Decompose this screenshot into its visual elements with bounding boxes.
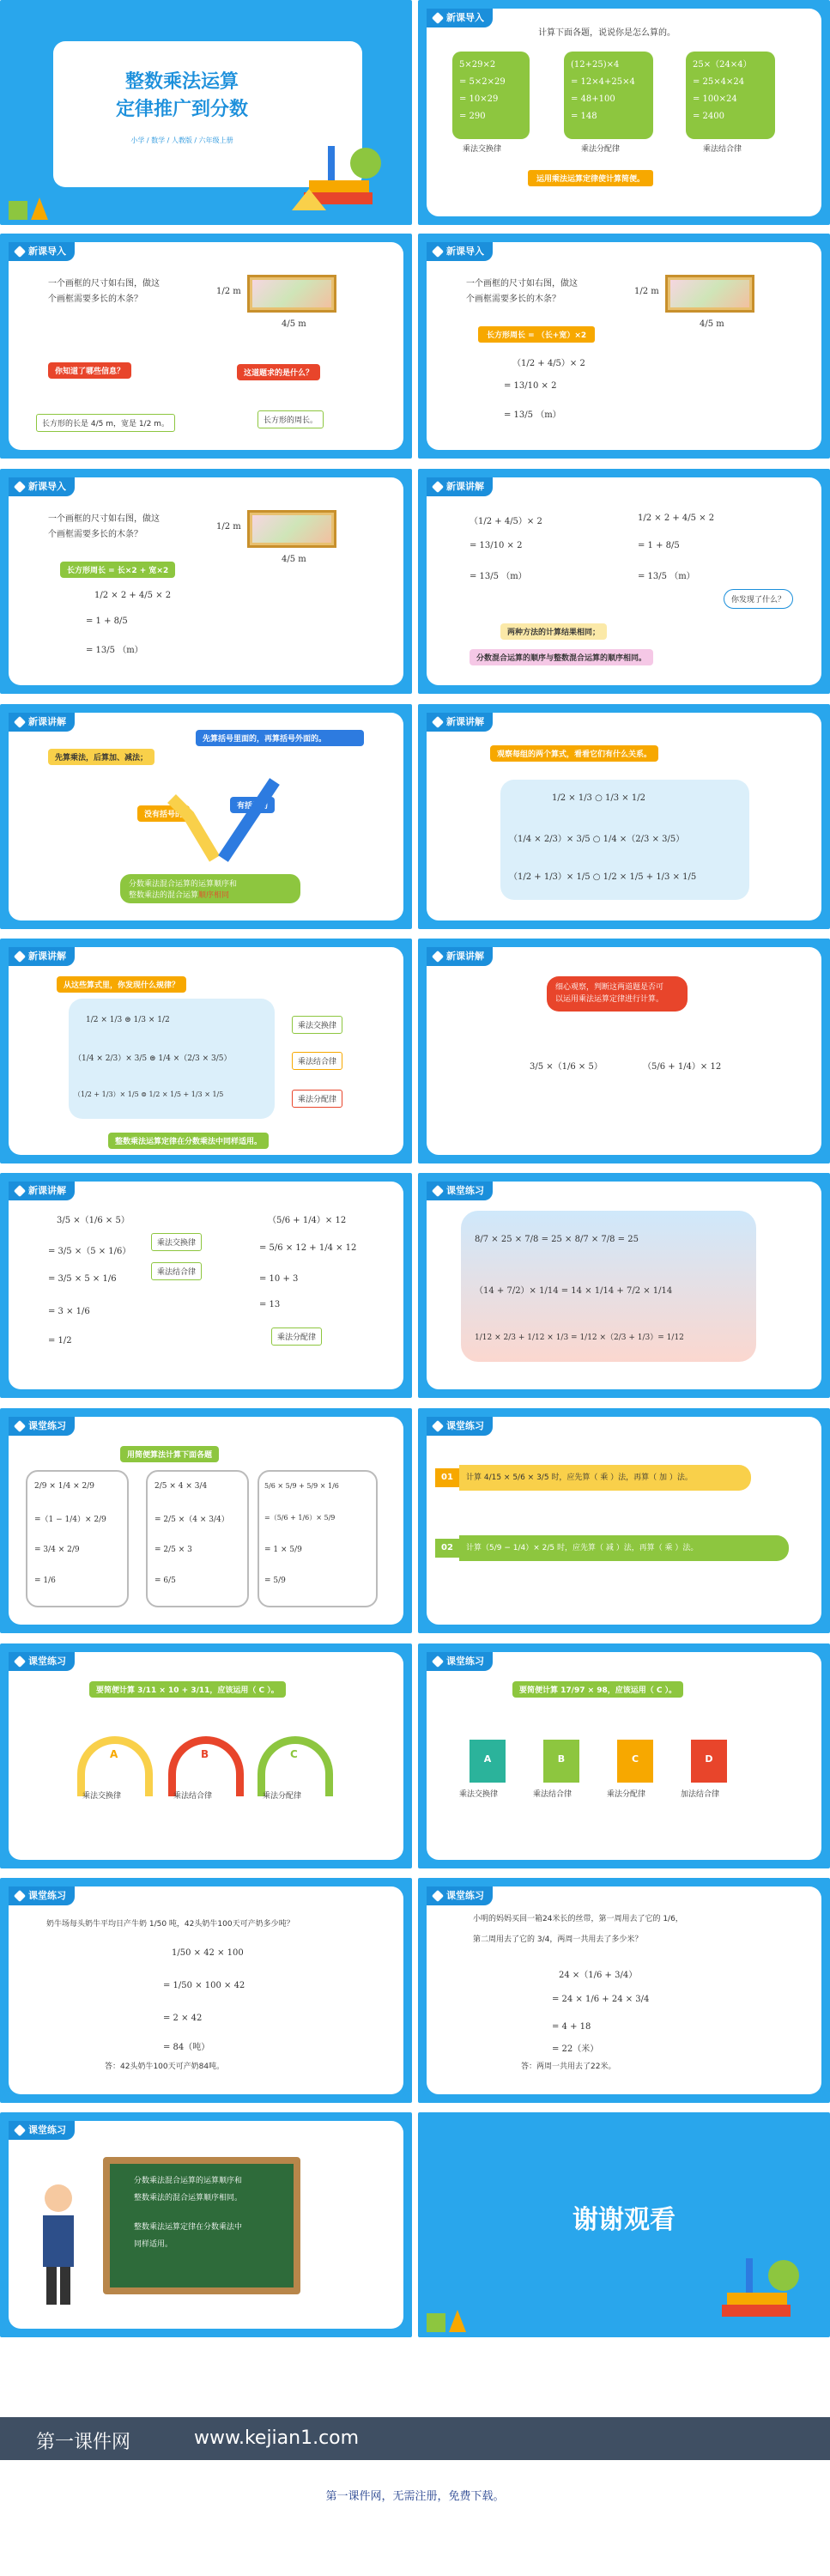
picture-frame [247, 275, 336, 313]
section-tag: 新课导入 [427, 9, 493, 27]
card-3-line-3: = 1 × 5/9 [264, 1546, 302, 1554]
question-1: 计算 4/15 × 5/6 × 3/5 时，应先算（ 乘 ）法，再算（ 加 ）法。 [459, 1465, 751, 1491]
exercise-2: （14 + 7/2）× 1/14 = 14 × 1/14 + 7/2 × 1/14 [475, 1286, 673, 1296]
board-text-2: 整数乘法的混合运算顺序相同。 [134, 2194, 243, 2202]
option-b[interactable]: B [543, 1740, 579, 1783]
badge-01: 01 [435, 1468, 459, 1487]
question-line-1: 一个画框的尺寸如右图，做这 [48, 514, 160, 524]
step-1: （1/2 + 4/5）× 2 [512, 359, 585, 368]
step-3: = 13/5 （m） [86, 646, 143, 655]
slide-ribbon-problem[interactable] [418, 1878, 830, 2103]
slide-simplify[interactable] [0, 1408, 412, 1633]
slide-panel [9, 477, 403, 685]
right-step-2: = 5/6 × 12 + 1/4 × 12 [259, 1243, 357, 1253]
question-pill-2: 这道题求的是什么？ [237, 364, 320, 380]
thanks-title: 谢谢观看 [573, 2205, 676, 2235]
problem-line-2: 第二周用去了它的 3/4，两周一共用去了多少米？ [473, 1935, 643, 1944]
question-pill: 要简便计算 3/11 × 10 + 3/11，应该运用（ C ）。 [89, 1681, 286, 1698]
option-c-label: 乘法分配律 [607, 1790, 646, 1799]
slide-compare-methods[interactable] [418, 469, 830, 694]
equation-2: （1/4 × 2/3）× 3/5 ○ 1/4 ×（2/3 × 3/5） [509, 835, 685, 844]
left-step-2: = 3/5 ×（5 × 1/6） [48, 1247, 131, 1256]
title-subtitle: 小学 / 数学 / 人教版 / 六年级上册 [130, 137, 233, 144]
expression-1: 3/5 ×（1/6 × 5） [530, 1062, 603, 1072]
note-1: 两种方法的计算结果相同； [500, 623, 607, 640]
question-pill-1: 你知道了哪些信息？ [48, 362, 131, 379]
slide-solutions[interactable] [0, 1173, 412, 1398]
section-tag: 新课讲解 [427, 477, 493, 496]
prompt-text: 计算下面各题，说说你是怎么算的。 [538, 28, 676, 38]
problem-line-1: 小明的妈妈买回一箱24米长的丝带，第一周用去了它的 1/6， [473, 1915, 683, 1923]
answer-box-1: 长方形的长是 4/5 m，宽是 1/2 m。 [36, 414, 175, 432]
section-tag: 课堂练习 [427, 1652, 493, 1671]
caption-1: 乘法交换律 [463, 145, 502, 154]
board-text-4: 同样适用。 [134, 2240, 173, 2249]
step-1: 1/2 × 2 + 4/5 × 2 [94, 591, 172, 600]
card-1-line-3: = 3/4 × 2/9 [34, 1546, 80, 1554]
board-text-1: 分数乘法混合运算的运算顺序和 [134, 2177, 243, 2185]
section-tag: 课堂练习 [9, 1652, 75, 1671]
caption-3: 乘法结合律 [703, 145, 742, 154]
equation-3: （1/2 + 1/3）× 1/5 ○ 1/2 × 1/5 + 1/3 × 1/5 [509, 872, 697, 882]
section-tag: 课堂练习 [9, 1886, 75, 1905]
exercise-1: 8/7 × 25 × 7/8 = 25 × 8/7 × 7/8 = 25 [475, 1235, 639, 1244]
section-tag: 新课导入 [9, 477, 75, 496]
card-1 [26, 1470, 129, 1607]
answer-text: 答：两周一共用去了22米。 [521, 2063, 616, 2071]
step-4: = 84（吨） [163, 2043, 210, 2052]
note-2: 分数混合运算的顺序与整数混合运算的顺序相同。 [470, 649, 653, 665]
step-3: = 2 × 42 [163, 2014, 203, 2023]
card-2-line-4: = 6/5 [154, 1577, 176, 1585]
option-b-label: 乘法结合律 [533, 1790, 573, 1799]
card-1-line-2: =（1 − 1/4）× 2/9 [34, 1516, 106, 1524]
option-c-label: 乘法分配律 [263, 1792, 302, 1801]
corner-blocks-icon [423, 2293, 466, 2334]
step-1: 24 ×（1/6 + 3/4） [559, 1971, 638, 1980]
footer-note: 第一课件网，无需注册，免费下载。 [325, 2490, 505, 2503]
option-d[interactable]: D [691, 1740, 727, 1783]
card-2-line-2: = 2/5 ×（4 × 3/4） [154, 1516, 229, 1524]
label-distributive: 乘法分配律 [271, 1327, 322, 1346]
slide-judge[interactable] [418, 939, 830, 1163]
rule-box-1: 先算乘法，后算加、减法； [48, 749, 154, 765]
prompt-pill: 从这些算式里，你发现什么规律？ [57, 976, 186, 993]
with-bracket-box: 有括号的 [230, 797, 275, 813]
card-2-line-3: = 2/5 × 3 [154, 1546, 192, 1554]
slide-order-fill[interactable] [418, 1408, 830, 1633]
slide-fill-boxes[interactable] [418, 1173, 830, 1398]
slide-intro-warmup[interactable] [418, 0, 830, 225]
law-arrow-2: 乘法结合律 [292, 1052, 342, 1070]
card-2 [146, 1470, 249, 1607]
instruction-bubble: 细心观察，判断这两道题是否可 以运用乘法运算定律进行计算。 [547, 976, 688, 1012]
equation-2: （1/4 × 2/3）× 3/5 ⊜ 1/4 ×（2/3 × 3/5） [74, 1054, 232, 1063]
slide-panel [427, 1417, 821, 1625]
step-2: = 13/10 × 2 [504, 381, 557, 391]
length-label: 4/5 m [282, 555, 306, 564]
board-text-3: 整数乘法运算定律在分数乘法中 [134, 2223, 243, 2232]
calc-card-3: 25×（24×4） = 25×4×24 = 100×24 = 2400 [686, 52, 775, 139]
slide-milk-problem[interactable] [0, 1878, 412, 2103]
section-tag: 课堂练习 [427, 1182, 493, 1200]
slide-panel [427, 242, 821, 450]
equation-1: 1/2 × 1/3 ⊜ 1/3 × 1/2 [86, 1016, 170, 1024]
right-step-3: = 10 + 3 [259, 1274, 299, 1284]
step-3: = 4 + 18 [552, 2022, 591, 2032]
conclusion-banner: 运用乘法运算定律使计算简便。 [528, 170, 653, 186]
question-line-1: 一个画框的尺寸如右图，做这 [48, 279, 160, 289]
slide-method-2[interactable] [0, 469, 412, 694]
left-step-1: 3/5 ×（1/6 × 5） [57, 1216, 130, 1225]
footer-banner [0, 2417, 830, 2460]
length-label: 4/5 m [700, 319, 724, 329]
label-associative: 乘法结合律 [151, 1262, 202, 1280]
answer-box-2: 长方形的周长。 [257, 410, 324, 428]
step-4: = 22（米） [552, 2044, 599, 2054]
section-tag: 课堂练习 [9, 2121, 75, 2140]
section-tag: 课堂练习 [9, 1417, 75, 1436]
right-step-1: （5/6 + 1/4）× 12 [268, 1216, 347, 1225]
question-line-1: 一个画框的尺寸如右图，做这 [466, 279, 578, 289]
left-step-4: = 3 × 1/6 [48, 1307, 90, 1316]
school-objects-illustration [701, 2241, 821, 2327]
right-step-3: = 13/5 （m） [638, 572, 695, 581]
slide-method-1[interactable] [418, 234, 830, 459]
left-step-3: = 3/5 × 5 × 1/6 [48, 1274, 117, 1284]
caption-2: 乘法分配律 [581, 145, 621, 154]
right-step-2: = 1 + 8/5 [638, 541, 680, 550]
option-b-label: 乘法结合律 [173, 1792, 213, 1801]
question-pill: 要简便计算 17/97 × 98，应该运用（ C ）。 [512, 1681, 683, 1698]
option-a-label: 乘法交换律 [459, 1790, 499, 1799]
title-line-2: 定律推广到分数 [115, 99, 248, 120]
question-line-2: 个画框需要多长的木条？ [48, 295, 142, 304]
option-c-letter: C [290, 1748, 298, 1760]
slide-pattern[interactable] [0, 939, 412, 1163]
section-tag: 新课讲解 [9, 1182, 75, 1200]
card-1-line-4: = 1/6 [34, 1577, 56, 1585]
speech-bubble: 你发现了什么？ [724, 589, 793, 609]
answer-text: 答：42头奶牛100天可产奶84吨。 [105, 2063, 225, 2071]
left-step-3: = 13/5 （m） [470, 572, 527, 581]
width-label: 1/2 m [216, 522, 241, 532]
length-label: 4/5 m [282, 319, 306, 329]
title-line-1: 整数乘法运算 [124, 71, 239, 93]
summary-box: 分数乘法混合运算的运算顺序和 整数乘法的混合运算顺序相同 [120, 874, 300, 903]
right-step-4: = 13 [259, 1300, 281, 1309]
slide-title[interactable] [0, 0, 412, 225]
left-step-5: = 1/2 [48, 1336, 72, 1346]
card-3 [257, 1470, 378, 1607]
law-arrow-3: 乘法分配律 [292, 1090, 342, 1108]
step-3: = 13/5 （m） [504, 410, 561, 420]
option-a[interactable]: A [470, 1740, 506, 1783]
badge-02: 02 [435, 1539, 459, 1558]
step-2: = 1/50 × 100 × 42 [163, 1981, 245, 1990]
question-line-2: 个画框需要多长的木条？ [466, 295, 560, 304]
step-2: = 24 × 1/6 + 24 × 3/4 [552, 1995, 650, 2004]
option-a-label: 乘法交换律 [82, 1792, 122, 1801]
exercise-3: 1/12 × 2/3 + 1/12 × 1/3 = 1/12 ×（2/3 + 1/3）= 1/12 [475, 1334, 684, 1342]
section-tag: 新课讲解 [9, 713, 75, 732]
card-3-line-2: =（5/6 + 1/6）× 5/9 [264, 1514, 336, 1522]
slide-observe[interactable] [418, 704, 830, 929]
slide-thanks[interactable] [418, 2112, 830, 2337]
label-commutative: 乘法交换律 [151, 1233, 202, 1251]
card-2-line-1: 2/5 × 4 × 3/4 [154, 1482, 208, 1491]
option-a-letter: A [110, 1748, 118, 1760]
law-arrow-1: 乘法交换律 [292, 1016, 342, 1034]
left-step-1: （1/2 + 4/5）× 2 [470, 517, 542, 526]
card-3-line-1: 5/6 × 5/9 + 5/9 × 1/6 [264, 1482, 339, 1490]
section-tag: 新课导入 [427, 242, 493, 261]
slide-frame-question[interactable] [0, 234, 412, 459]
conclusion-pill: 整数乘法运算定律在分数乘法中同样适用。 [108, 1133, 269, 1149]
question-2: 计算（5/9 − 1/4）× 2/5 时，应先算（ 减 ）法，再算（ 乘 ）法。 [459, 1535, 789, 1561]
option-b-letter: B [201, 1748, 209, 1760]
teacher-icon [34, 2181, 82, 2310]
left-step-2: = 13/10 × 2 [470, 541, 523, 550]
arrow-graphic [154, 764, 292, 867]
width-label: 1/2 m [216, 287, 241, 296]
section-tag: 课堂练习 [427, 1417, 493, 1436]
section-tag: 新课导入 [9, 242, 75, 261]
no-bracket-box: 没有括号的 [137, 805, 190, 822]
section-tag: 新课讲解 [427, 947, 493, 966]
school-objects-illustration [283, 129, 403, 215]
slide-order-diagram[interactable] [0, 704, 412, 929]
picture-frame [665, 275, 754, 313]
calc-card-1: 5×29×2 = 5×2×29 = 10×29 = 290 [452, 52, 530, 139]
rule-box-2: 先算括号里面的，再算括号外面的。 [196, 730, 364, 746]
formula-banner: 长方形周长 = 长×2 + 宽×2 [60, 562, 175, 578]
section-tag: 新课讲解 [427, 713, 493, 732]
card-1-line-1: 2/9 × 1/4 × 2/9 [34, 1482, 94, 1491]
corner-blocks-icon [5, 180, 48, 222]
footer-site-name: 第一课件网 [36, 2432, 131, 2453]
step-2: = 1 + 8/5 [86, 617, 128, 626]
formula-banner: 长方形周长 = （长+宽）×2 [478, 326, 595, 343]
option-d-label: 加法结合律 [681, 1790, 720, 1799]
footer-site-url[interactable]: www.kejian1.com [194, 2427, 360, 2449]
question-line-2: 个画框需要多长的木条？ [48, 530, 142, 539]
width-label: 1/2 m [634, 287, 659, 296]
equation-1: 1/2 × 1/3 ○ 1/3 × 1/2 [552, 793, 645, 803]
option-c[interactable]: C [617, 1740, 653, 1783]
calc-card-2: (12+25)×4 = 12×4+25×4 = 48+100 = 148 [564, 52, 653, 139]
prompt-pill: 观察每组的两个算式，看看它们有什么关系。 [490, 745, 658, 762]
slide-choice-1[interactable] [0, 1643, 412, 1868]
picture-frame [247, 510, 336, 548]
problem-text: 奶牛场每头奶牛平均日产牛奶 1/50 吨，42头奶牛100天可产奶多少吨？ [46, 1920, 294, 1929]
slide-choice-2[interactable] [418, 1643, 830, 1868]
expression-2: （5/6 + 1/4）× 12 [643, 1062, 722, 1072]
slide-summary[interactable] [0, 2112, 412, 2337]
card-3-line-4: = 5/9 [264, 1577, 286, 1585]
section-tag: 新课讲解 [9, 947, 75, 966]
equation-3: （1/2 + 1/3）× 1/5 ⊜ 1/2 × 1/5 + 1/3 × 1/5 [74, 1091, 224, 1098]
step-1: 1/50 × 42 × 100 [172, 1948, 244, 1958]
section-tag: 课堂练习 [427, 1886, 493, 1905]
header-pill: 用简便算法计算下面各题 [120, 1446, 219, 1462]
right-step-1: 1/2 × 2 + 4/5 × 2 [638, 513, 715, 523]
